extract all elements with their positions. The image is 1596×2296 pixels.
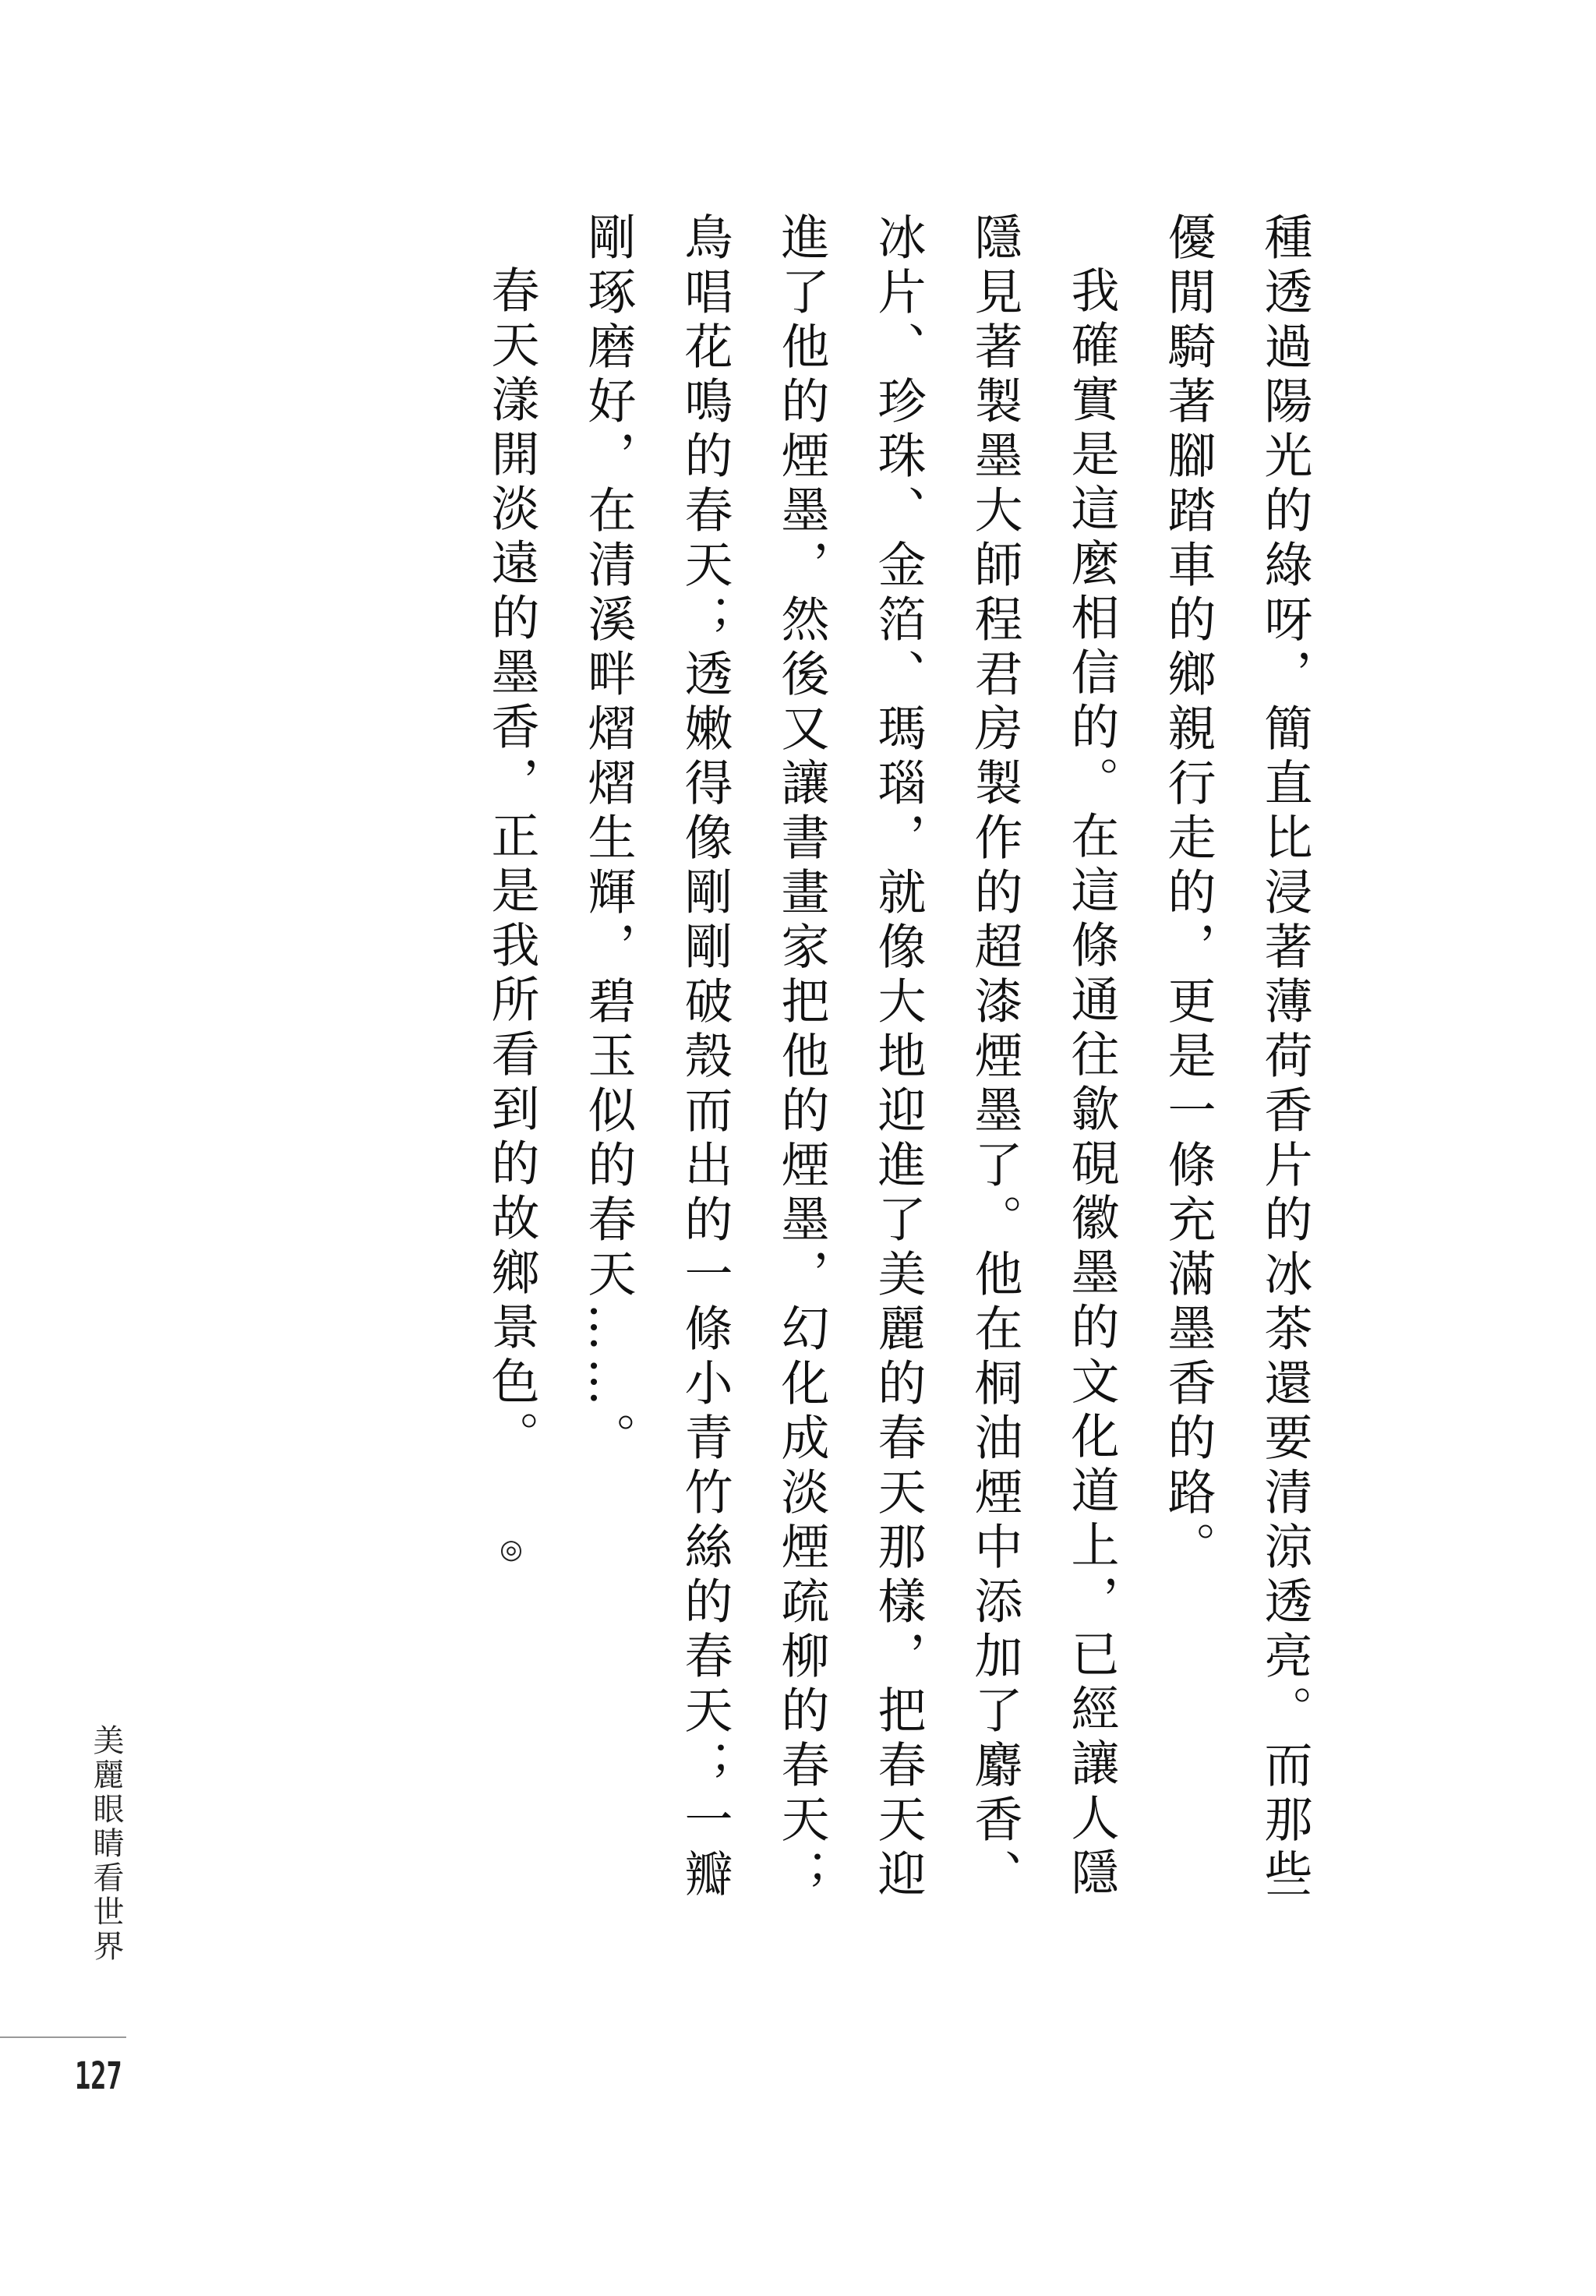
paragraph-3-text: 春天漾開淡遠的墨香，正是我所看到的故鄉景色。 xyxy=(483,265,540,1466)
vertical-text-body xyxy=(483,212,1333,1927)
paragraph-1: 種透過陽光的綠呀，簡直比浸著薄荷香片的冰茶還要清涼透亮。而那些優閒騎著腳踏車的鄉親行走的，更是一條充滿墨香的路。 xyxy=(1160,212,1313,1903)
running-title: 美麗眼睛看世界 xyxy=(88,1724,124,1964)
page-number: 127 xyxy=(75,2054,122,2098)
paragraph-2: 我確實是這麼相信的。在這條通往歙硯徽墨的文化道上，已經讓人隱隱見著製墨大師程君房製作的超漆煙墨了。他在桐油煙中添加了麝香、冰片、珍珠、金箔、瑪瑙，就像大地迎進了美麗的春天那樣，把春天迎進了他的煙墨，然後又讓書畫家把他的煙墨，幻化成淡煙疏柳的春天；鳥唱花鳴的春天；透嫩得像剛剛破殼而出的一條小青竹絲的春天；一瓣剛琢磨好，在清溪畔熠熠生輝，碧玉似的春天……。 xyxy=(580,212,1120,1903)
paragraph-3 xyxy=(463,212,560,1927)
end-of-article-icon: ◎ xyxy=(496,1534,527,1566)
folio-divider xyxy=(0,2036,126,2038)
